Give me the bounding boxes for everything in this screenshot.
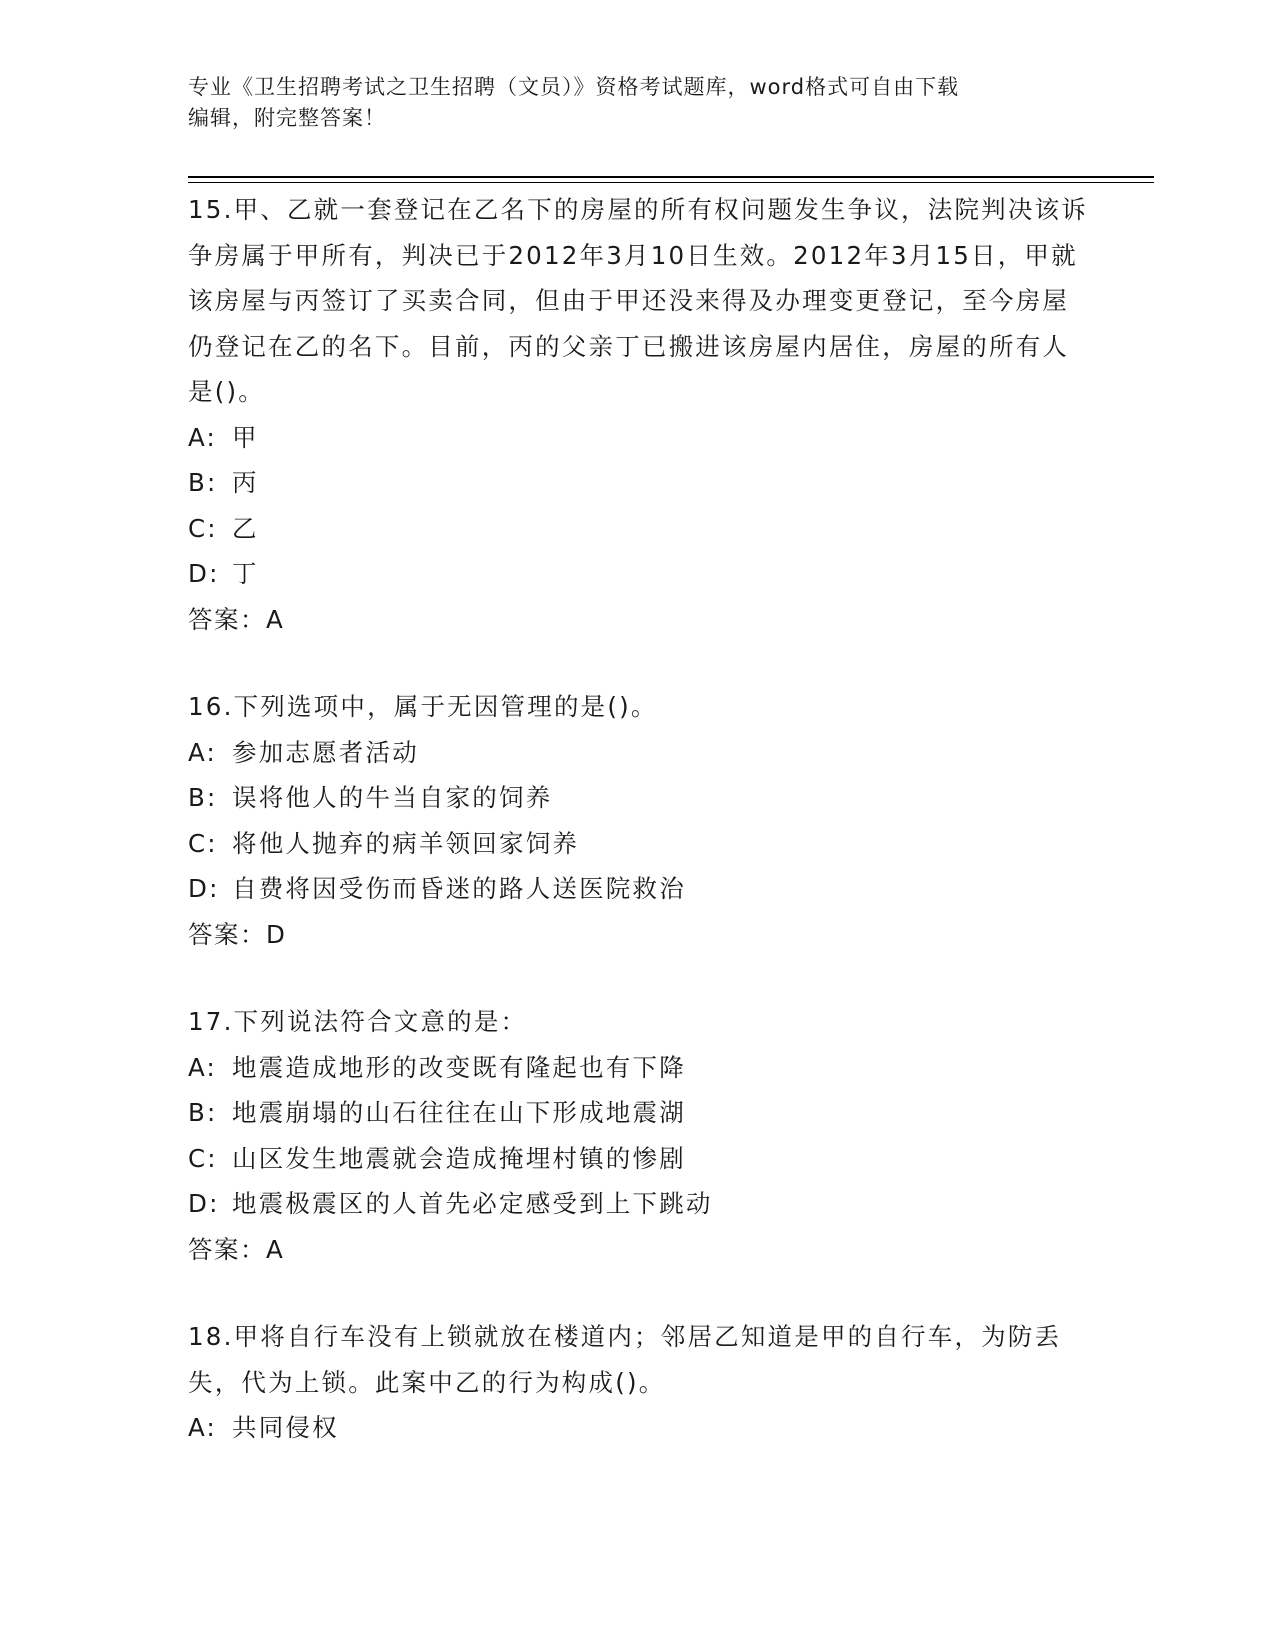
header-line-2: 编辑，附完整答案！ xyxy=(188,106,386,130)
question-18 xyxy=(188,1314,1088,1451)
option-b xyxy=(188,1090,1088,1136)
document-header xyxy=(188,72,1068,134)
option-key: C: xyxy=(188,1143,218,1173)
option-key: A: xyxy=(188,422,217,452)
option-text: 丙 xyxy=(232,468,259,497)
option-text: 将他人抛弃的病羊领回家饲养 xyxy=(232,828,580,858)
option-key: A: xyxy=(188,1413,217,1442)
option-text: 地震崩塌的山石往往在山下形成地震湖 xyxy=(232,1098,686,1127)
option-key: B: xyxy=(188,468,218,497)
option-text: 共同侵权 xyxy=(232,1413,339,1442)
option-a xyxy=(188,730,1088,776)
question-16 xyxy=(188,684,1088,957)
option-a xyxy=(188,415,1088,461)
option-b xyxy=(188,775,1088,821)
option-key: C: xyxy=(188,513,218,543)
option-text: 地震极震区的人首先必定感受到上下跳动 xyxy=(232,1189,713,1218)
question-15 xyxy=(188,187,1088,642)
option-key: D: xyxy=(188,1189,220,1218)
header-divider-thick xyxy=(188,176,1154,178)
option-d xyxy=(188,551,1088,597)
answer-line: 答案：A xyxy=(188,604,285,634)
question-list xyxy=(188,187,1088,1493)
header-line-1: 专业《卫生招聘考试之卫生招聘（文员）》资格考试题库，word格式可自由下载 xyxy=(188,75,960,99)
question-17 xyxy=(188,999,1088,1272)
option-c xyxy=(188,1136,1088,1182)
option-key: D: xyxy=(188,559,220,588)
option-text: 丁 xyxy=(232,559,259,588)
option-text: 地震造成地形的改变既有隆起也有下降 xyxy=(232,1052,686,1082)
option-text: 自费将因受伤而昏迷的路人送医院救治 xyxy=(232,874,686,903)
option-text: 甲 xyxy=(232,422,259,452)
option-text: 参加志愿者活动 xyxy=(232,737,419,767)
option-c xyxy=(188,506,1088,552)
option-b xyxy=(188,460,1088,506)
question-text: 16.下列选项中，属于无因管理的是()。 xyxy=(188,692,658,721)
question-text: 17.下列说法符合文意的是： xyxy=(188,1007,528,1036)
option-text: 误将他人的牛当自家的饲养 xyxy=(232,783,553,812)
option-text: 山区发生地震就会造成掩埋村镇的惨剧 xyxy=(232,1143,686,1173)
option-a xyxy=(188,1045,1088,1091)
option-c xyxy=(188,821,1088,867)
option-d xyxy=(188,1181,1088,1227)
answer-line: 答案：A xyxy=(188,1234,285,1264)
option-key: B: xyxy=(188,783,218,812)
option-key: A: xyxy=(188,737,217,767)
option-key: D: xyxy=(188,874,220,903)
option-key: B: xyxy=(188,1098,218,1127)
question-text: 15.甲、乙就一套登记在乙名下的房屋的所有权问题发生争议，法院判决该诉争房属于甲所有，判决已于2012年3月10日生效。2012年3月15日，甲就该房屋与丙签订了买卖合同，但由于甲还没来得及办理变更登记，至今房屋仍登记在乙的名下。目前，丙的父亲丁已搬进该房屋内居住，房屋的所有人是()。 xyxy=(188,195,1088,406)
option-key: A: xyxy=(188,1052,217,1082)
option-text: 乙 xyxy=(232,513,259,543)
option-key: C: xyxy=(188,828,218,858)
header-divider-thin xyxy=(188,182,1154,183)
answer-line: 答案：D xyxy=(188,919,287,949)
option-d xyxy=(188,866,1088,912)
question-text: 18.甲将自行车没有上锁就放在楼道内；邻居乙知道是甲的自行车，为防丢失，代为上锁。此案中乙的行为构成()。 xyxy=(188,1322,1062,1397)
option-a xyxy=(188,1405,1088,1451)
